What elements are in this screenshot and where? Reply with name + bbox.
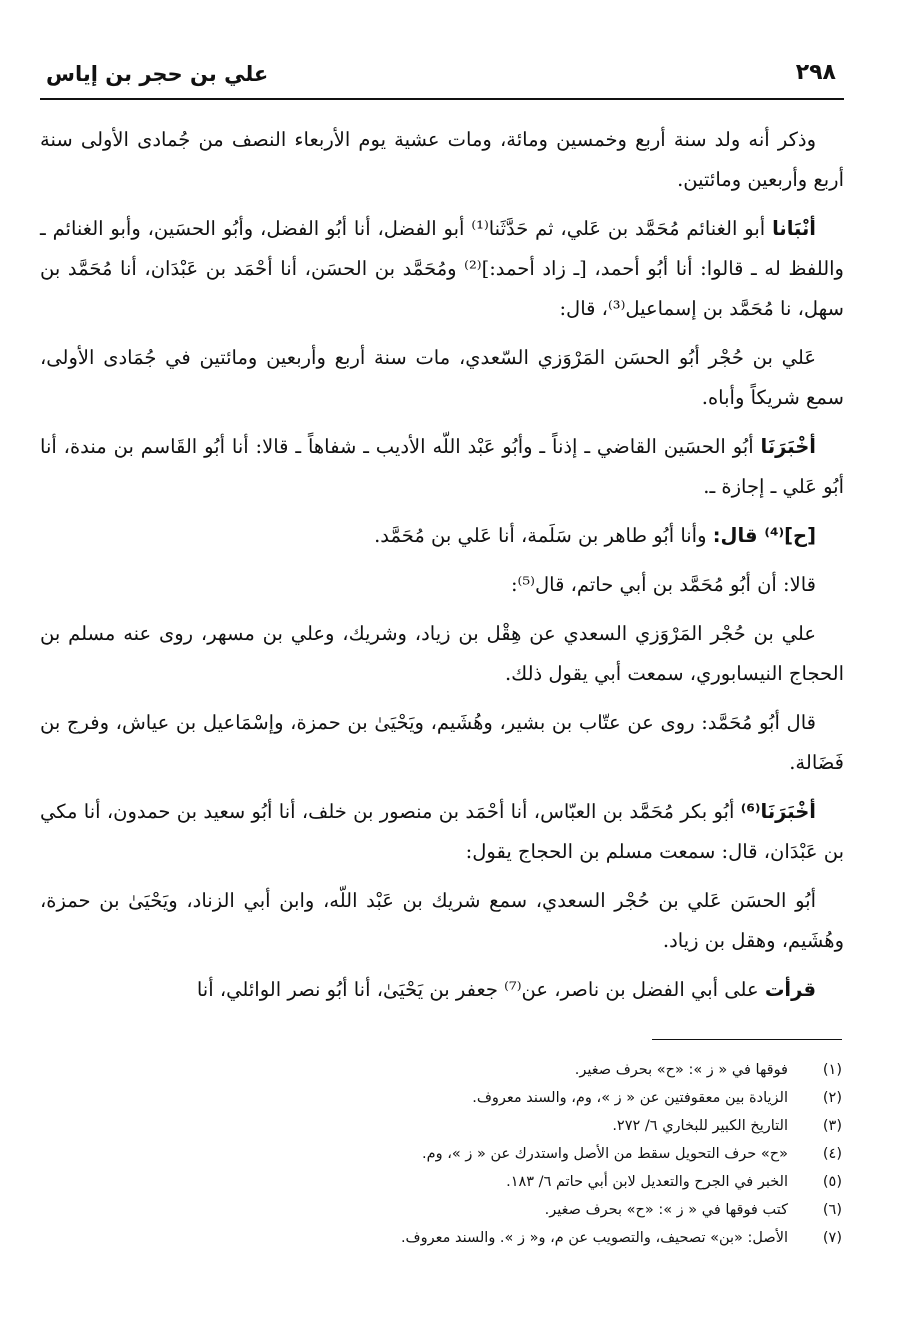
footnote-text: الأصل: «بن» تصحيف، والتصويب عن م، و« ز ». والسند معروف. [400, 1230, 788, 1246]
paragraph-lead: أنْبَانا [772, 217, 816, 240]
footnote-number: (٢) [822, 1090, 842, 1106]
paragraph [40, 120, 844, 200]
footnote [40, 1112, 842, 1140]
paragraph-text: على أبي الفضل بن ناصر، عن⁽⁷⁾ جعفر بن يَحْيَىٰ، أنا أبُو نصر الوائلي، أنا [196, 978, 759, 1001]
paragraph-text: أبُو بكر مُحَمَّد بن العبّاس، أنا أحْمَد بن منصور بن خلف، أنا أبُو سعيد بن حمدون، أنا مكي بن عَبْدَان، قال: سمعت مسلم بن الحجاج يقول: [40, 800, 844, 863]
paragraph-lead: [ح]⁽⁴⁾ قال: [712, 524, 816, 547]
paragraph-text: وذكر أنه ولد سنة أربع وخمسين ومائة، ومات عشية يوم الأربعاء النصف من جُمادى الأولى سنة أربع وأربعين ومائتين. [40, 128, 844, 191]
paragraph [40, 970, 844, 1010]
footnote-number: (٦) [822, 1202, 842, 1218]
footnote-text: التاريخ الكبير للبخاري ٦/ ٢٧٢. [612, 1118, 788, 1134]
paragraph [40, 338, 844, 418]
paragraph-text: أبُو الحسَين القاضي ـ إذناً ـ وأبُو عَبْد اللّه الأديب ـ شفاهاً ـ قالا: أنا أبُو القَاسم بن مندة، أنا أبُو عَلي ـ إجازة ـ. [40, 435, 844, 498]
paragraph-text: قال أبُو مُحَمَّد: روى عن عتّاب بن بشير، وهُشَيم، ويَحْيَىٰ بن حمزة، وإسْمَاعيل بن عياش، وفرج بن فَضَالة. [40, 711, 844, 774]
footnotes-divider [652, 1039, 842, 1040]
paragraph-text: وأنا أبُو طاهر بن سَلَمة، أنا عَلي بن مُحَمَّد. [374, 524, 707, 547]
paragraph-lead: قرأت [764, 978, 816, 1001]
paragraph [40, 516, 844, 556]
footnote-number: (٤) [822, 1146, 842, 1162]
footnote-number: (٥) [822, 1174, 842, 1190]
paragraph [40, 427, 844, 507]
paragraph-text: أبُو الحسَن عَلي بن حُجْر السعدي، سمع شريك بن عَبْد اللّه، وابن أبي الزناد، ويَحْيَىٰ بن حمزة، وهُشَيم، وهقل بن زياد. [40, 889, 844, 952]
footnote-text: الزيادة بين معقوفتين عن « ز »، وم، والسند معروف. [472, 1090, 788, 1106]
page-header [40, 58, 844, 100]
paragraph [40, 209, 844, 329]
paragraph [40, 565, 844, 605]
running-title: علي بن حجر بن إياس [46, 62, 269, 86]
footnote-text: «ح» حرف التحويل سقط من الأصل واستدرك عن « ز »، وم. [422, 1146, 788, 1162]
paragraph [40, 703, 844, 783]
paragraph-text: علي بن حُجْر المَرْوَزي السعدي عن هِقْل بن زياد، وشريك، وعلي بن مسهر، روى عنه مسلم بن الحجاج النيسابوري، سمعت أبي يقول ذلك. [40, 622, 844, 685]
paragraph [40, 881, 844, 961]
footnote [40, 1084, 842, 1112]
footnote [40, 1056, 842, 1084]
footnote-text: الخبر في الجرح والتعديل لابن أبي حاتم ٦/ ١٨٣. [506, 1174, 788, 1190]
page-number: ٢٩٨ [795, 60, 836, 85]
footnote [40, 1196, 842, 1224]
footnote-number: (١) [822, 1062, 842, 1078]
footnote-text: فوقها في « ز »: «ح» بحرف صغير. [574, 1062, 788, 1078]
paragraph-text: عَلي بن حُجْر أبُو الحسَن المَرْوَزي السّعدي، مات سنة أربع وأربعين ومائتين في جُمَادى الأولى، سمع شريكاً وأباه. [40, 346, 844, 409]
paragraph [40, 792, 844, 872]
footnote-number: (٣) [822, 1118, 842, 1134]
footnote [40, 1168, 842, 1196]
paragraph-lead: أخْبَرَنَا [760, 435, 816, 458]
footnote-number: (٧) [822, 1230, 842, 1246]
main-text [40, 120, 844, 1019]
footnote [40, 1224, 842, 1252]
footnotes [40, 1056, 842, 1252]
paragraph-text: أبو الغنائم مُحَمَّد بن عَلي، ثم حَدَّثَنا⁽¹⁾ أبو الفضل، أنا أبُو الفضل، وأبُو الحسَين، وأبو الغنائم ـ واللفظ له ـ قالوا: أنا أبُو أحمد، [ـ زاد أحمد:]⁽²⁾ ومُحَمَّد بن الحسَن، أنا أحْمَد بن عَبْدَان، أنا مُحَمَّد بن سهل، نا مُحَمَّد بن إسماعيل⁽³⁾، قال: [40, 217, 844, 320]
footnote [40, 1140, 842, 1168]
paragraph-lead: أخْبَرَنَا⁽⁶⁾ [740, 800, 816, 823]
paragraph [40, 614, 844, 694]
paragraph-text: قالا: أن أبُو مُحَمَّد بن أبي حاتم، قال⁽⁵⁾: [510, 573, 816, 596]
footnote-text: كتب فوقها في « ز »: «ح» بحرف صغير. [544, 1202, 788, 1218]
